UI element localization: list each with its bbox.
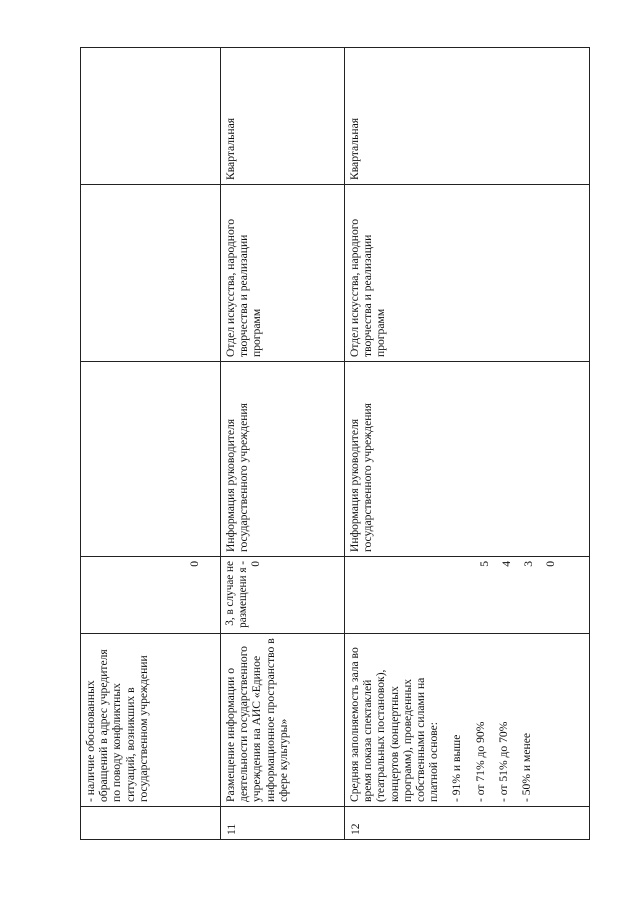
score-value: 3 xyxy=(522,561,535,567)
table-row xyxy=(345,48,590,840)
source-cell xyxy=(81,362,221,557)
criterion-option: - 91% и выше xyxy=(450,734,464,802)
rotated-table-wrapper xyxy=(80,100,590,840)
periodicity-cell: Квартальная xyxy=(345,48,590,185)
table-row xyxy=(221,48,345,840)
responsible-cell xyxy=(81,185,221,362)
periodicity-cell xyxy=(81,48,221,185)
score-value: 0 xyxy=(188,561,201,567)
score-value: 5 xyxy=(478,561,491,567)
row-number: 11 xyxy=(221,807,345,840)
row-number xyxy=(81,807,221,840)
responsible-cell: Отдел искусства, народного творчества и реализации программ xyxy=(345,185,590,362)
score-value: 4 xyxy=(500,561,513,567)
score-cell xyxy=(81,557,221,634)
criteria-table xyxy=(80,47,590,840)
criterion-cell: Размещение информации о деятельности государственного учреждения на АИС «Единое информационное пространство в сфере культуры» xyxy=(221,634,345,807)
row-number: 12 xyxy=(345,807,590,840)
score-value: 0 xyxy=(544,561,557,567)
table-row xyxy=(81,48,221,840)
criterion-heading: Средняя заполняемость зала во время показа спектаклей (театральных постановок), концертов (концертных программ), проведенных собственными силами на платной основе: xyxy=(348,647,441,802)
responsible-cell: Отдел искусства, народного творчества и реализации программ xyxy=(221,185,345,362)
source-cell: Информация руководителя государственного учреждения xyxy=(345,362,590,557)
source-cell: Информация руководителя государственного учреждения xyxy=(221,362,345,557)
periodicity-cell: Квартальная xyxy=(221,48,345,185)
criterion-cell: - наличие обоснованных обращений в адрес учредителя по поводу конфликтных ситуаций, возникших в государственном учреждении xyxy=(81,634,221,807)
criterion-option: - от 71% до 90% xyxy=(473,721,487,802)
score-cell xyxy=(345,557,590,634)
criterion-option: - 50% и менее xyxy=(520,733,534,802)
criterion-option: - от 51% до 70% xyxy=(496,721,510,802)
score-cell: 3, в случае не размещени я - 0 xyxy=(221,557,345,634)
criterion-cell xyxy=(345,634,590,807)
